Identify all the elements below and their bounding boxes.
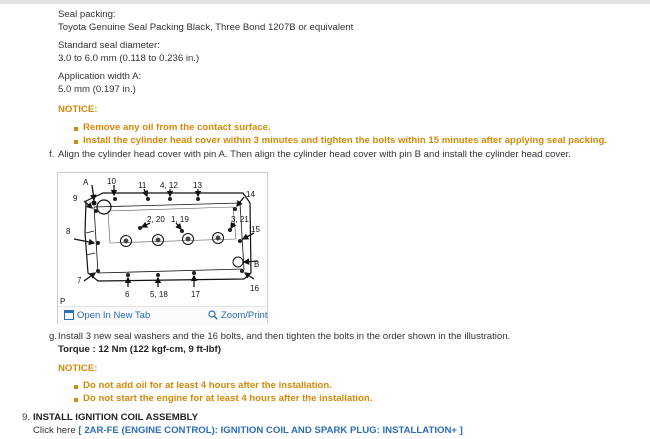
notice-title: NOTICE: <box>58 363 98 374</box>
cylinder-head-cover-illustration[interactable] <box>57 172 268 324</box>
label-bolt-17: 17 <box>191 290 200 299</box>
label-pin-a: A <box>83 178 89 187</box>
application-width-value: 5.0 mm (0.197 in.) <box>58 84 136 95</box>
label-bolt-13: 13 <box>193 181 202 190</box>
label-bolt-9: 9 <box>73 194 78 203</box>
label-bolt-15: 15 <box>251 225 260 234</box>
seal-diameter-value: 3.0 to 6.0 mm (0.118 to 0.236 in.) <box>58 53 200 64</box>
plug-hole-center <box>186 237 191 242</box>
pin-a <box>92 201 97 206</box>
label-bolt-5-18: 5, 18 <box>150 290 168 299</box>
top-scroll-edge <box>0 0 650 4</box>
notice-item: Do not add oil for at least 4 hours after the installation. <box>83 380 332 391</box>
open-new-tab-label: Open In New Tab <box>77 310 151 321</box>
label-bolt-10: 10 <box>107 177 116 186</box>
step-f-marker: f. <box>49 149 55 160</box>
label-bolt-14: 14 <box>246 190 255 199</box>
notice-bullet <box>74 385 78 389</box>
application-width-label: Application width A: <box>58 71 142 82</box>
notice-item: Do not start the engine for at least 4 hours after the installation. <box>83 393 373 404</box>
notice-item: Remove any oil from the contact surface. <box>83 122 271 133</box>
label-bolt-6: 6 <box>125 290 130 299</box>
open-new-tab-button[interactable] <box>64 310 150 322</box>
step-9-number: 9. <box>22 412 31 423</box>
notice-bullet <box>74 140 78 144</box>
zoom-print-label: Zoom/Print <box>221 310 268 321</box>
label-bolt-7: 7 <box>77 276 82 285</box>
new-tab-icon <box>64 310 74 320</box>
label-bolt-4-12: 4, 12 <box>160 181 178 190</box>
seal-packing-value: Toyota Genuine Seal Packing Black, Three Bond 1207B or equivalent <box>58 22 354 33</box>
seal-packing-label: Seal packing: <box>58 9 116 20</box>
label-bolt-16: 16 <box>250 284 259 293</box>
step-f-text: Align the cylinder head cover with pin A. Then align the cylinder head cover with pin B and install the cylinder head cover. <box>58 149 571 160</box>
label-bolt-8: 8 <box>66 227 71 236</box>
notice-item: Install the cylinder head cover within 3 minutes and tighten the bolts within 15 minutes after applying seal packing. <box>83 135 608 146</box>
label-pin-b: B <box>254 260 260 269</box>
notice-title: NOTICE: <box>58 104 98 115</box>
plug-hole-center <box>124 239 129 244</box>
step-g-marker: g. <box>49 331 58 342</box>
click-here-prefix: Click here <box>33 425 76 436</box>
label-bolt-1-19: 1, 19 <box>171 215 189 224</box>
step-g-text: Install 3 new seal washers and the 16 bolts, and then tighten the bolts in the order shown in the illustration. <box>58 331 511 342</box>
label-bolt-2-20: 2, 20 <box>147 215 165 224</box>
bolt-tightening-diagram <box>58 173 267 306</box>
notice-bullet <box>74 127 78 131</box>
torque-spec: Torque : 12 Nm (122 kgf-cm, 9 ft-lbf) <box>58 344 221 355</box>
label-p: P <box>60 297 66 306</box>
seal-diameter-label: Standard seal diameter: <box>58 40 160 51</box>
step-9-title: INSTALL IGNITION COIL ASSEMBLY <box>33 412 199 423</box>
plug-hole-center <box>216 236 221 241</box>
label-bolt-3-21: 3, 21 <box>231 215 249 224</box>
click-here-text <box>33 425 463 437</box>
plug-hole-center <box>156 238 161 243</box>
figure-toolbar <box>58 306 267 325</box>
notice-bullet <box>74 398 78 402</box>
label-bolt-11: 11 <box>138 181 147 190</box>
magnifier-icon <box>208 310 218 320</box>
zoom-print-button[interactable] <box>208 310 267 322</box>
ignition-coil-installation-link[interactable]: [ 2AR-FE (ENGINE CONTROL): IGNITION COIL AND SPARK PLUG: INSTALLATION+ ] <box>78 425 463 436</box>
